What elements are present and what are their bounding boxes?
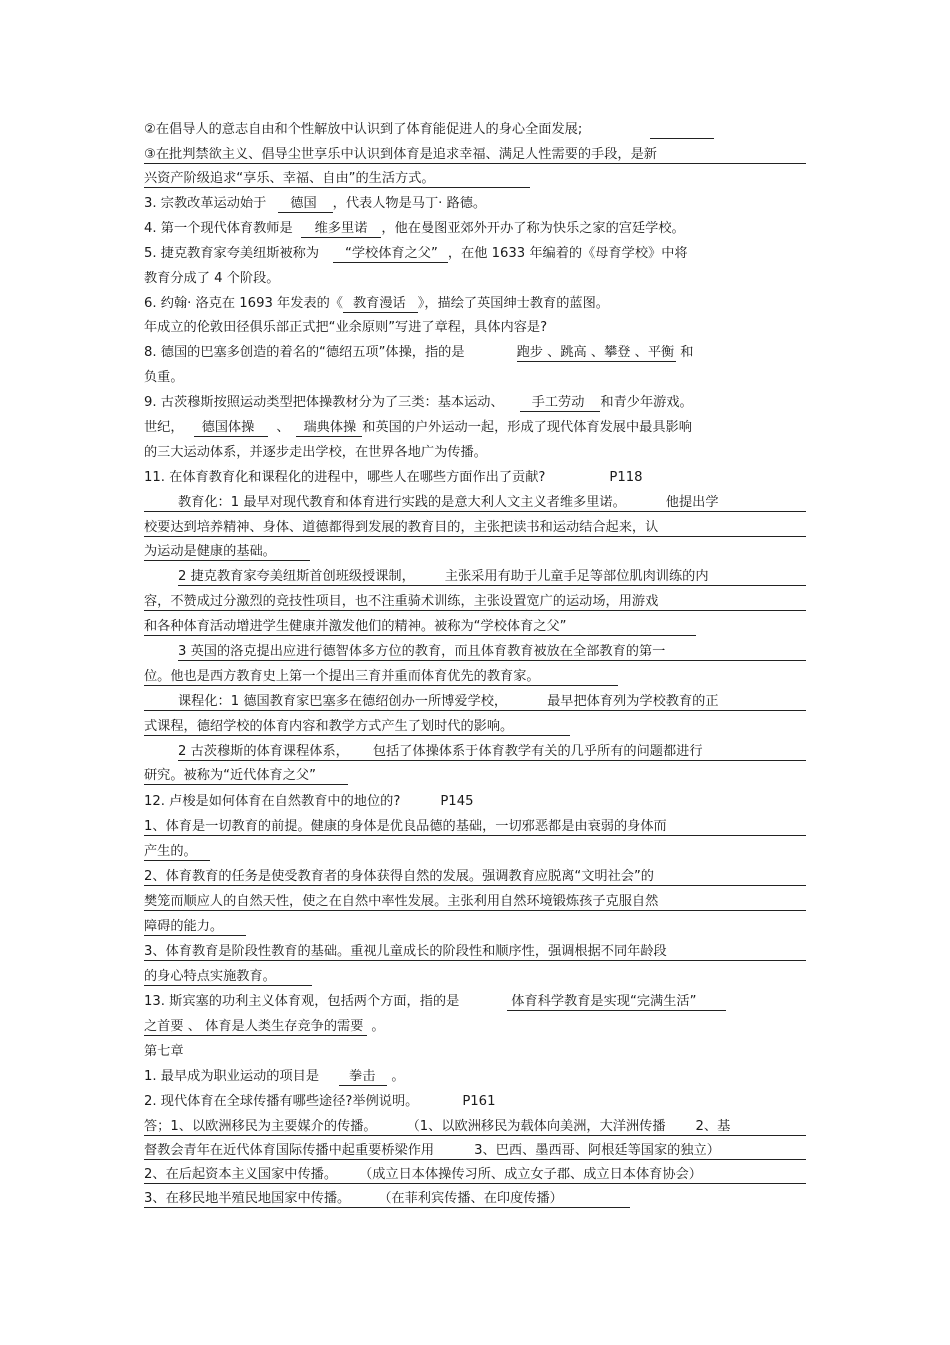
text-line — [144, 767, 316, 785]
question-6 — [144, 295, 609, 313]
page-ref: P145 — [440, 794, 474, 809]
text: 答；1、以欧洲移民为主要媒介的传播。 — [144, 1119, 377, 1134]
text-line — [178, 643, 665, 661]
text: 第七章 — [144, 1044, 184, 1059]
text: 2 捷克教育家夸美纽斯首创班级授课制， — [178, 569, 415, 584]
question-12 — [144, 793, 473, 811]
underline — [178, 585, 806, 586]
underline — [144, 710, 806, 711]
underline — [144, 635, 696, 636]
underline — [144, 910, 806, 911]
text: 8. 德国的巴塞多创造的着名的“德绍五项”体操，指的是 — [144, 345, 465, 360]
text: 为运动是健康的基础。 — [144, 544, 276, 559]
text: ，代表人物是马丁· 路德。 — [332, 196, 487, 211]
underline — [144, 885, 806, 886]
question-5 — [144, 245, 688, 263]
text: （在菲利宾传播、在印度传播） — [378, 1191, 563, 1206]
text: 3. 宗教改革运动始于 — [144, 196, 267, 211]
text: 1. 最早成为职业运动的项目是 — [144, 1069, 320, 1084]
chapter7-question-1 — [144, 1068, 405, 1086]
underline — [144, 935, 246, 936]
text-line — [178, 568, 709, 586]
underline — [144, 187, 530, 188]
text: 12. 卢梭是如何体育在自然教育中的地位的? — [144, 794, 401, 809]
text: 教育化：1 最早对现代教育和体育进行实践的是意大利人文主义者维多里诺。 — [178, 495, 626, 510]
answer-blank: 德国体操 — [194, 419, 269, 437]
chapter-title — [144, 1043, 184, 1061]
text-line — [144, 918, 223, 936]
text: 产生的。 — [144, 844, 197, 859]
text: 9. 古茨穆斯按照运动类型把体操教材分为了三类：基本运动、 — [144, 395, 504, 410]
underline — [178, 760, 806, 761]
text-line — [144, 1118, 730, 1136]
text: 年成立的伦敦田径俱乐部正式把“业余原则”写进了章程，具体内容是? — [144, 320, 548, 335]
underline — [144, 610, 806, 611]
text: 位。他也是西方教育史上第一个提出三育并重而体育优先的教育家。 — [144, 669, 540, 684]
text-line — [144, 519, 658, 537]
answer-blank: 手工劳动 — [520, 394, 601, 412]
text-line — [144, 444, 487, 462]
question-9 — [144, 394, 693, 412]
answer-blank: 拳击 — [339, 1068, 387, 1086]
text: 课程化：1 德国教育家巴塞多在德绍创办一所博爱学校， — [178, 694, 508, 709]
text: 2、体育教育的任务是使受教育者的身体获得自然的发展。强调教育应脱离“文明社会”的 — [144, 869, 654, 884]
text-line — [144, 943, 667, 961]
text-line — [144, 146, 657, 164]
text: 2、基 — [695, 1119, 731, 1134]
underline — [144, 835, 806, 836]
text: 他提出学 — [665, 495, 719, 510]
question-10 — [144, 419, 692, 437]
underline — [144, 560, 310, 561]
underline — [144, 735, 570, 736]
text-line — [144, 1166, 702, 1184]
text: 1、体育是一切教育的前提。健康的身体是优良品德的基础，一切邪恶都是由衰弱的身体而 — [144, 819, 667, 834]
text: 4. 第一个现代体育教师是 — [144, 221, 293, 236]
question-3 — [144, 195, 486, 213]
underline — [144, 1207, 630, 1208]
text-line — [178, 743, 703, 761]
text-line — [144, 369, 184, 387]
text-line — [144, 170, 435, 188]
text: 。 — [371, 1019, 385, 1034]
text: 式课程，德绍学校的体育内容和教学方式产生了划时代的影响。 — [144, 719, 514, 734]
text: 主张采用有助于儿童手足等部位肌肉训练的内 — [444, 569, 709, 584]
text: 》，描绘了英国绅士教育的蓝图。 — [417, 296, 609, 311]
text: 研究。被称为“近代体育之父” — [144, 768, 316, 783]
text: 3、巴西、墨西哥、阿根廷等国家的独立） — [474, 1143, 720, 1158]
text: （1、以欧洲移民为载体向美洲，大洋洲传播 — [406, 1119, 666, 1134]
underline — [144, 163, 806, 164]
question-4 — [144, 220, 685, 238]
text: 5. 捷克教育家夸美纽斯被称为 — [144, 246, 320, 261]
text-line — [144, 270, 279, 288]
underline — [650, 138, 714, 139]
text: 和英国的户外运动一起，形成了现代体育发展中最具影响 — [362, 420, 692, 435]
text: 最早把体育列为学校教育的正 — [547, 694, 719, 709]
text: 和 — [680, 345, 694, 360]
text: 障碍的能力。 — [144, 919, 224, 934]
text-line — [144, 319, 547, 337]
text-line — [144, 843, 197, 861]
question-13 — [144, 993, 726, 1011]
answer-blank: 跑步 、跳高 、攀登 、平衡 — [516, 345, 675, 360]
text-line — [144, 121, 582, 139]
text: ③在批判禁欲主义、倡导尘世享乐中认识到体育是追求幸福、满足人性需要的手段，是新 — [144, 147, 657, 162]
answer-blank: 瑞典体操 — [296, 419, 363, 437]
underline — [144, 536, 806, 537]
underline — [144, 1183, 806, 1184]
answer-blank: 之首要 、 体育是人类生存竞争的需要 — [144, 1018, 367, 1036]
question-11 — [144, 469, 643, 487]
underline — [144, 784, 348, 785]
text: ，他在曼图亚郊外开办了称为快乐之家的宫廷学校。 — [381, 221, 685, 236]
underline — [144, 860, 210, 861]
text-line — [178, 693, 719, 711]
text-line — [144, 618, 566, 636]
text-line — [144, 1018, 385, 1036]
text: 和各种体育活动增进学生健康并激发他们的精神。被称为“学校体育之父” — [144, 619, 567, 634]
answer-blank: 体育科学教育是实现“完满生活” — [507, 993, 726, 1011]
text-line — [144, 1190, 563, 1208]
text: 3、在移民地半殖民地国家中传播。 — [144, 1191, 351, 1206]
text-line — [144, 543, 276, 561]
text-line — [144, 668, 540, 686]
underline — [178, 660, 806, 661]
text: 3、体育教育是阶段性教育的基础。重视儿童成长的阶段性和顺序性，强调根据不同年龄段 — [144, 944, 667, 959]
text-line — [144, 893, 658, 911]
underline — [144, 960, 806, 961]
underline — [144, 985, 312, 986]
text: 的身心特点实施教育。 — [144, 969, 276, 984]
underline — [144, 685, 618, 686]
text: 13. 斯宾塞的功利主义体育观，包括两个方面，指的是 — [144, 994, 460, 1009]
answer-blank: 维多里诺 — [301, 220, 382, 238]
text-line — [144, 1142, 720, 1160]
text: 和青少年游戏。 — [600, 395, 693, 410]
text: ②在倡导人的意志自由和个性解放中认识到了体育能促进人的身心全面发展; — [144, 122, 583, 137]
text: 的三大运动体系，并逐步走出学校，在世界各地广为传播。 — [144, 445, 487, 460]
text: 2 古茨穆斯的体育课程体系， — [178, 744, 349, 759]
answer-blank: 教育漫话 — [343, 295, 418, 313]
text-line — [178, 494, 719, 512]
chapter7-question-2 — [144, 1093, 495, 1111]
text: 负重。 — [144, 370, 184, 385]
text-line — [144, 818, 667, 836]
page-ref: P161 — [462, 1094, 496, 1109]
text-line — [144, 593, 658, 611]
text: 、 — [276, 420, 290, 435]
text: 督教会青年在近代体育国际传播中起重要桥梁作用 — [144, 1143, 435, 1158]
text-line — [144, 968, 276, 986]
text-line — [144, 868, 654, 886]
text: （成立日本体操传习所、成立女子郡、成立日本体育协会） — [359, 1167, 702, 1182]
text: ，在他 1633 年编着的《母育学校》中将 — [447, 246, 688, 261]
question-8 — [144, 344, 693, 362]
underline — [144, 1135, 806, 1136]
answer-blank: “学校体育之父” — [333, 245, 448, 263]
page-ref: P118 — [609, 470, 643, 485]
underline — [144, 511, 806, 512]
text: 樊笼而顺应人的自然天性，使之在自然中率性发展。主张利用自然环境锻炼孩子克服自然 — [144, 894, 659, 909]
text: 世纪， — [144, 420, 184, 435]
text: 包括了体操体系于体育教学有关的几乎所有的问题都进行 — [372, 744, 703, 759]
text: 11. 在体育教育化和课程化的进程中，哪些人在哪些方面作出了贡献? — [144, 470, 546, 485]
answer-blank: 德国 — [278, 195, 332, 213]
text: 3 英国的洛克提出应进行德智体多方位的教育，而且体育教育被放在全部教育的第一 — [178, 644, 666, 659]
text: 教育分成了 4 个阶段。 — [144, 271, 280, 286]
text-line — [144, 718, 513, 736]
text: 2. 现代体育在全球传播有哪些途径?举例说明。 — [144, 1094, 419, 1109]
text: 校要达到培养精神、身体、道德都得到发展的教育目的，主张把读书和运动结合起来，认 — [144, 520, 659, 535]
text: 6. 约翰· 洛克在 1693 年发表的《 — [144, 296, 343, 311]
underline — [144, 1159, 806, 1160]
text: 兴资产阶级追求“享乐、幸福、自由”的生活方式。 — [144, 171, 435, 186]
text: 容，不赞成过分激烈的竞技性项目，也不注重骑术训练，主张设置宽广的运动场，用游戏 — [144, 594, 659, 609]
text: 2、在后起资本主义国家中传播。 — [144, 1167, 338, 1182]
text: 。 — [391, 1069, 405, 1084]
